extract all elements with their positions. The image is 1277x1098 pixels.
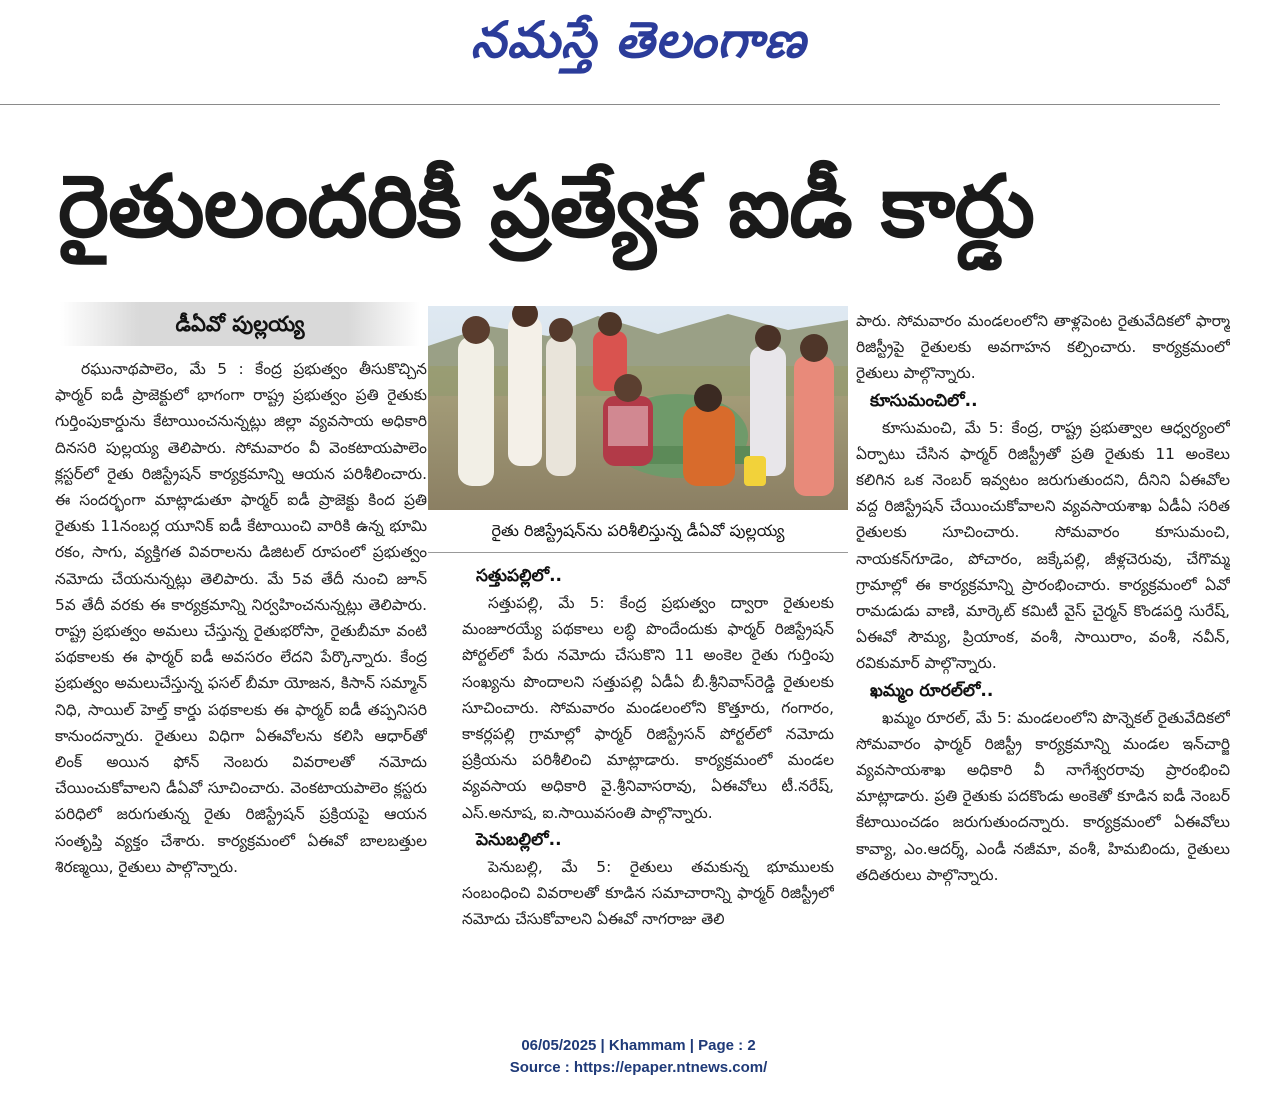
footer-source: Source : https://epaper.ntnews.com/ — [509, 1059, 768, 1076]
section-heading-sattupalli: సత్తుపల్లిలో.. — [476, 566, 562, 586]
headline: రైతులందరికీ ప్రత్యేక ఐడీ కార్డు — [58, 157, 1035, 257]
section-text-kusumanchi: కూసుమంచి, మే 5: కేంద్ర, రాష్ట్ర ప్రభుత్వాల ఆధ్వర్యంలో ఏర్పాటు చేసిన ఫార్మర్ రిజిస్ట్రీతో ప్రతి రైతుకు 11 అంకెలు కలిగిన ఒక నెంబర్ ఇవ్వటం జరుగుతుందని, దీనిని ఏఈవోల వద్ద రిజిస్ట్రేషన్ చేయించుకోవాలని వ్యవసాయశాఖ ఏడీఏ సరిత రైతులకు సూచించారు. సోమవారం కూసుమంచి, నాయకన్‌గూడెం, పోచారం, జక్కేపల్లి, జీళ్లచెరువు, చేగొమ్మ గ్రామాల్లో ఈ కార్యక్రమాన్ని ప్రారంభించారు. కార్యక్రమంలో ఏవో రామడుడు వాణి, మార్కెట్ కమిటీ వైస్ చైర్మన్ కొండపర్తి సురేష్, ఏఈవో సౌమ్య, ప్రియాంక, వంశీ, సాయిరాం, వంశీ, నవీన్, రవికుమార్ పాల్గొన్నారు. — [856, 418, 1230, 673]
caption-divider — [428, 552, 848, 553]
section-text-khammam-rural: ఖమ్మం రూరల్, మే 5: మండలంలోని పొన్నెకల్ రైతువేదికలో సోమవారం ఫార్మర్ రిజిస్ట్రీ కార్యక్రమాన్ని మండల ఇన్‌చార్జి వ్యవసాయశాఖ అధికారి వీ నాగేశ్వరరావు ప్రారంభించి మాట్లాడారు. ప్రతి రైతుకు పదకొండు అంకెతో కూడిన ఐడీ నెంబర్ కేటాయించడం జరుగుతుందన్నారు. కార్యక్రమంలో ఏఈవోలు కావ్యా, ఎం.ఆదర్శ్, ఎండీ నజీమా, వంశీ, హిమబిందు, రైతులు తదితరులు పాల్గొన్నారు. — [856, 708, 1230, 884]
article-paragraph: రఘునాథపాలెం, మే 5 : కేంద్ర ప్రభుత్వం తీసుకొచ్చిన ఫార్మర్ ఐడీ ప్రాజెక్టులో భాగంగా రాష్ట్ర ప్రభుత్వం ప్రతి రైతుకు గుర్తింపుకార్డును కేటాయించనున్నట్లు జిల్లా వ్యవసాయ అధికారి దినసరి పుల్లయ్య తెలిపారు. సోమవారం వీ వెంకటాయపాలెం క్లస్టర్‌లో రైతు రిజిస్ట్రేషన్ కార్యక్రమాన్ని ఆయన పరిశీలించారు. ఈ సందర్భంగా మాట్లాడుతూ ఫార్మర్ ఐడీ ప్రాజెక్టు కింద ప్రతి రైతుకు 11నంబర్ల యూనిక్ ఐడీ కేటాయించి వారికి ఉన్న భూమి రకం, సాగు, వ్యక్తిగత వివరాలను డిజిటల్ రూపంలో ప్రభుత్వం నమోదు చేయనున్నట్లు తెలిపారు. మే 5వ తేదీ నుంచి జూన్ 5వ తేదీ వరకు ఈ కార్యక్రమాన్ని నిర్వహించనున్నట్లు తెలిపారు. రాష్ట్ర ప్రభుత్వం అమలు చేస్తున్న రైతుభరోసా, రైతుబీమా వంటి పథకాలకు ఈ ఫార్మర్ ఐడీ అవసరం లేదని పేర్కొన్నారు. కేంద్ర ప్రభుత్వం అమలుచేస్తున్న ఫసల్ బీమా యోజన, కిసాన్ సమ్మాన్ నిధి, సాయిల్ హెల్త్ కార్డు పథకాలకు ఈ ఫార్మర్ ఐడీ తప్పనిసరి కానుందన్నారు. రైతులు విధిగా ఏఈవోలను కలిసి ఆధార్‌తో లింక్ అయిన ఫోన్ నెంబరు వివరాలతో నమోదు చేయించుకోవాలని డీఏవో సూచించారు. వెంకటాయపాలెం క్లస్టరు పరిధిలో జరుగుతున్న రైతు రిజిస్ట్రేషన్ ప్రక్రియపై ఆయన సంతృప్తి వ్యక్తం చేశారు. కార్యక్రమంలో ఏఈవో బాలబత్తుల శిరణ్మయి, రైతులు పాల్గొన్నారు. — [55, 360, 427, 876]
photo-illustration — [428, 306, 848, 510]
section-heading-khammam-rural: ఖమ్మం రూరల్‌లో.. — [870, 680, 994, 701]
section-heading-kusumanchi: కూసుమంచిలో.. — [870, 390, 978, 411]
article-photo — [428, 306, 848, 510]
masthead-logo: నమస్తే తెలంగాణ — [470, 10, 807, 69]
photo-caption: రైతు రిజిస్ట్రేషన్‌ను పరిశీలిస్తున్న డీఏవో పుల్లయ్య — [491, 521, 785, 540]
continued-text: పారు. సోమవారం మండలంలోని తాళ్లపెంట రైతువేదికలో ఫార్మా రిజిస్ట్రీపై రైతులకు అవగాహన కల్పించారు. కార్యక్రమంలో రైతులు పాల్గొన్నారు. — [856, 312, 1230, 383]
masthead-divider — [0, 104, 1220, 105]
footer-date-edition: 06/05/2025 | Khammam | Page : 2 — [521, 1037, 756, 1054]
article-column-2 — [462, 562, 834, 972]
section-text-sattupalli: సత్తుపల్లి, మే 5: కేంద్ర ప్రభుత్వం ద్వారా రైతులకు మంజూరయ్యే పథకాలు లబ్ధి పొందేందుకు ఫార్మర్ రిజిస్ట్రేషన్ పోర్టల్‌లో పేరు నమోదు చేసుకొని 11 అంకెల రైతు గుర్తింపు సంఖ్యను పొందాలని సత్తుపల్లి ఏడీఏ బీ.శ్రీనివాస్‌రెడ్డి రైతులకు సూచించారు. సోమవారం మండలంలోని కొత్తూరు, గంగారం, కాకర్లపల్లి గ్రామాల్లో ఫార్మర్ రిజిస్ట్రేసన్ పోర్టల్‌లో నమోదు ప్రక్రియను పరిశీలించి మాట్లాడారు. కార్యక్రమంలో మండల వ్యవసాయ అధికారి వై.శ్రీనివాసరావు, ఏఈవోలు టీ.నరేష్, ఎస్.అనూష, ఐ.సాయివసంతి పాల్గొన్నారు. — [462, 594, 834, 822]
article-column-3 — [856, 308, 1230, 978]
article-column-1 — [55, 356, 427, 976]
byline: డీఏవో పుల్లయ్య — [60, 302, 420, 346]
section-heading-penuballi: పెనుబల్లిలో.. — [476, 829, 562, 850]
section-text-penuballi: పెనుబల్లి, మే 5: రైతులు తమకున్న భూములకు సంబంధించి వివరాలతో కూడిన సమాచారాన్ని ఫార్మర్ రిజిస్ట్రీలో నమోదు చేసుకోవాలని ఏఈవో నాగరాజు తెలి — [462, 857, 834, 929]
